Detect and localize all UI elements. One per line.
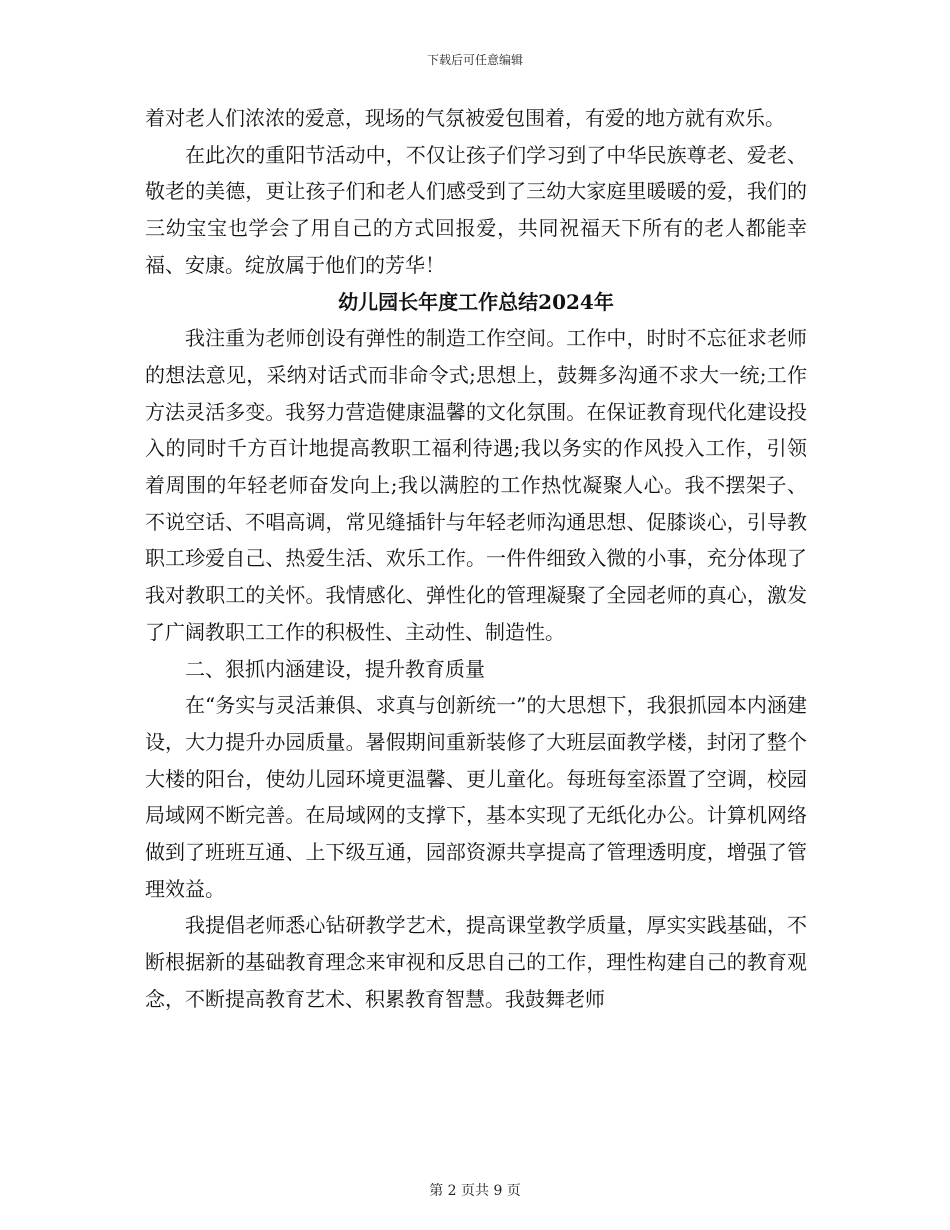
paragraph: 在此次的重阳节活动中，不仅让孩子们学习到了中华民族尊老、爱老、敬老的美德，更让孩子们和老人们感受到了三幼大家庭里暖暖的爱，我们的三幼宝宝也学会了用自己的方式回报爱，共同祝福天下所有的老人都能幸福、安康。绽放属于他们的芳华！ bbox=[145, 142, 807, 277]
paragraph: 着对老人们浓浓的爱意，现场的气氛被爱包围着，有爱的地方就有欢乐。 bbox=[145, 106, 785, 130]
paragraph: 我注重为老师创设有弹性的制造工作空间。工作中，时时不忘征求老师的想法意见，采纳对话式而非命令式;思想上，鼓舞多沟通不求大一统;工作方法灵活多变。我努力营造健康温馨的文化氛围。在保证教育现代化建设投入的同时千方百计地提高教职工福利待遇;我以务实的作风投入工作，引领着周围的年轻老师奋发向上;我以满腔的工作热忱凝聚人心。我不摆架子、不说空话、不唱高调，常见缝插针与年轻老师沟通思想、促膝谈心，引导教职工珍爱自己、热爱生活、欢乐工作。一件件细致入微的小事，充分体现了我对教职工的关怀。我情感化、弹性化的管理凝聚了全园老师的真心，激发了广阔教职工工作的积极性、主动性、制造性。 bbox=[145, 326, 807, 644]
section-title: 幼儿园长年度工作总结2024年 bbox=[338, 289, 614, 314]
page-header: 下载后可任意编辑 bbox=[426, 53, 523, 67]
document-body bbox=[145, 100, 807, 1018]
paragraph: 我提倡老师悉心钻研教学艺术，提高课堂教学质量，厚实实践基础，不断根据新的基础教育理念来审视和反思自己的工作，理性构建自己的教育观念，不断提高教育艺术、积累教育智慧。我鼓舞老师 bbox=[145, 913, 807, 1011]
paragraph: 在“务实与灵活兼俱、求真与创新统一”的大思想下，我狠抓园本内涵建设，大力提升办园质量。暑假期间重新装修了大班层面教学楼，封闭了整个大楼的阳台，使幼儿园环境更温馨、更儿童化。每班每室添置了空调，校园局域网不断完善。在局域网的支撑下，基本实现了无纸化办公。计算机网络做到了班班互通、上下级互通，园部资源共享提高了管理透明度，增强了管理效益。 bbox=[145, 693, 807, 901]
section-heading: 二、狠抓内涵建设，提升教育质量 bbox=[185, 656, 485, 681]
page-footer: 第 2 页共 9 页 bbox=[429, 1183, 521, 1199]
